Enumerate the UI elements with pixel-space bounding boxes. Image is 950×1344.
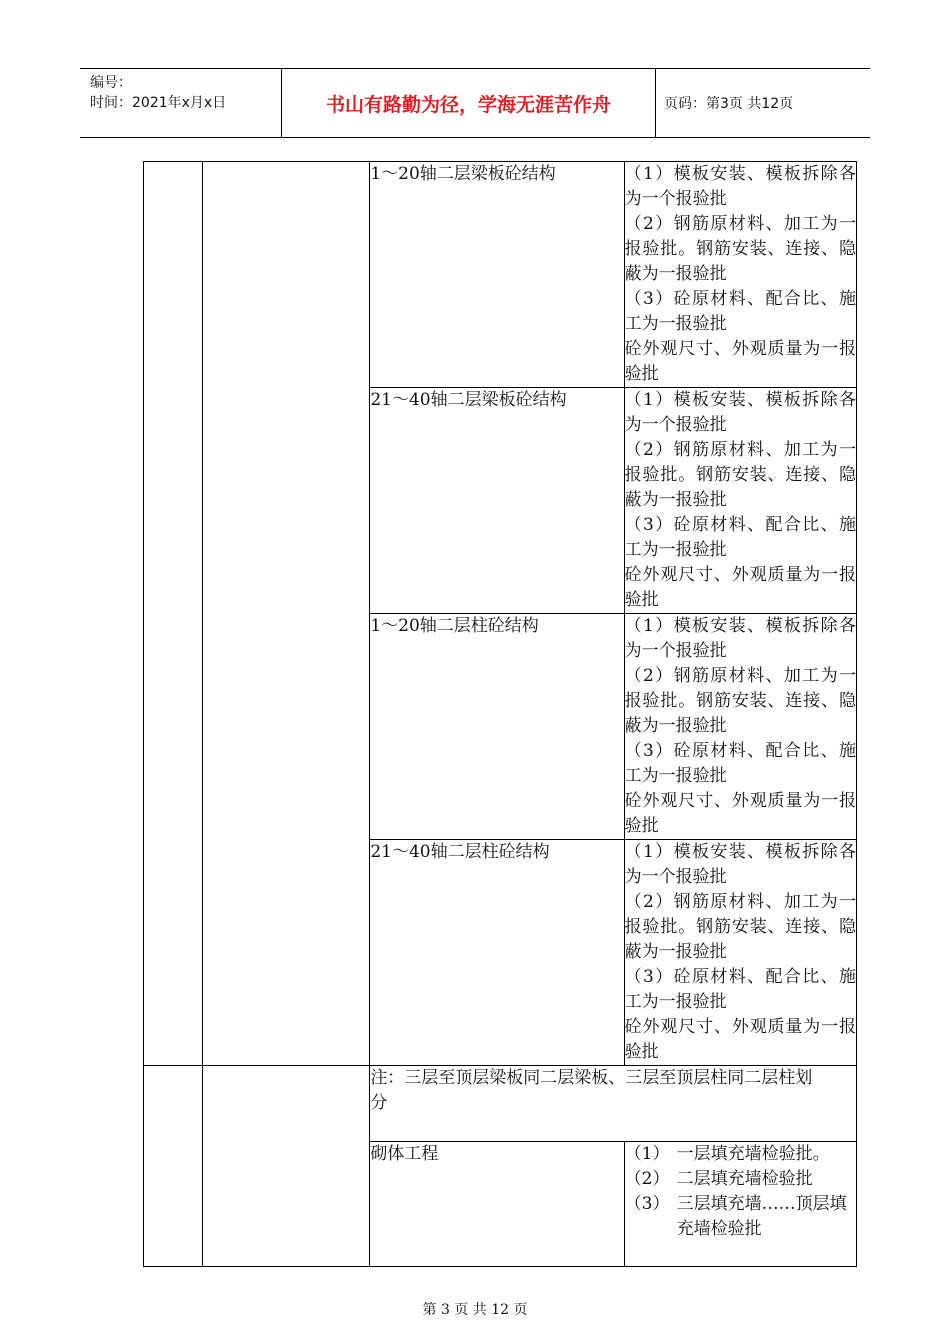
description-line: （2）钢筋原材料、加工为一报验批。钢筋安装、连接、隐蔽为一报验批	[624, 892, 856, 962]
masonry-item	[625, 1167, 856, 1192]
item-number: （1）	[624, 1144, 670, 1164]
description-line: （1）模板安装、模板拆除各为一个报验批	[624, 390, 856, 435]
subitem-name: 1～20轴二层柱砼结构	[370, 614, 624, 840]
description-line: （2）钢筋原材料、加工为一报验批。钢筋安装、连接、隐蔽为一报验批	[624, 440, 856, 510]
description-line: 砼外观尺寸、外观质量为一报验批	[624, 791, 856, 836]
subitem-description	[624, 162, 856, 388]
subitem-description	[624, 1142, 856, 1267]
document-time: 时间：2021年x月x日	[90, 95, 227, 111]
subitem-name: 21～40轴二层柱砼结构	[370, 840, 624, 1066]
table-row	[144, 162, 857, 388]
table-row	[144, 1066, 857, 1142]
subitem-description	[624, 388, 856, 614]
header-page-info: 页码：第3页 共12页	[664, 96, 794, 112]
description-line: （3）砼原材料、配合比、施工为一报验批	[624, 515, 856, 560]
page-footer: 第 3 页 共 12 页	[422, 1302, 528, 1318]
description-line: （3）砼原材料、配合比、施工为一报验批	[624, 741, 856, 786]
description-line: （2）钢筋原材料、加工为一报验批。钢筋安装、连接、隐蔽为一报验批	[624, 214, 856, 284]
description-line: 砼外观尺寸、外观质量为一报验批	[624, 339, 856, 384]
item-text: 二层填充墙检验批	[676, 1169, 813, 1189]
description-line: （3）砼原材料、配合比、施工为一报验批	[624, 289, 856, 334]
masonry-item	[625, 1142, 856, 1167]
item-number: （3）	[624, 1194, 670, 1214]
description-line: 砼外观尺寸、外观质量为一报验批	[624, 1017, 856, 1062]
note-line: 注：三层至顶层梁板同二层梁板、三层至顶层柱同二层柱划	[370, 1068, 813, 1088]
empty-cell	[203, 1066, 370, 1267]
inspection-batch-table	[143, 161, 857, 1267]
subitem-description	[624, 614, 856, 840]
item-number: （2）	[624, 1169, 670, 1189]
division-note	[370, 1066, 857, 1142]
description-line: （1）模板安装、模板拆除各为一个报验批	[624, 616, 856, 661]
header-motto: 书山有路勤为径，学海无涯苦作舟	[282, 69, 656, 137]
description-line: （1）模板安装、模板拆除各为一个报验批	[624, 164, 856, 209]
header-meta	[80, 69, 282, 137]
empty-cell	[144, 162, 203, 1066]
subitem-name: 砌体工程	[370, 1142, 624, 1267]
masonry-item	[625, 1192, 856, 1242]
subitem-name: 1～20轴二层梁板砼结构	[370, 162, 624, 388]
empty-cell	[144, 1066, 203, 1267]
subitem-name: 21～40轴二层梁板砼结构	[370, 388, 624, 614]
page-header	[80, 68, 870, 138]
item-text: 一层填充墙检验批。	[676, 1144, 830, 1164]
item-text: 三层填充墙……顶层填充墙检验批	[676, 1194, 847, 1239]
document-number-label: 编号：	[90, 75, 132, 91]
description-line: （3）砼原材料、配合比、施工为一报验批	[624, 967, 856, 1012]
description-line: 砼外观尺寸、外观质量为一报验批	[624, 565, 856, 610]
empty-cell	[203, 162, 370, 1066]
description-line: （2）钢筋原材料、加工为一报验批。钢筋安装、连接、隐蔽为一报验批	[624, 666, 856, 736]
subitem-description	[624, 840, 856, 1066]
description-line: （1）模板安装、模板拆除各为一个报验批	[624, 842, 856, 887]
note-line: 分	[370, 1093, 388, 1113]
